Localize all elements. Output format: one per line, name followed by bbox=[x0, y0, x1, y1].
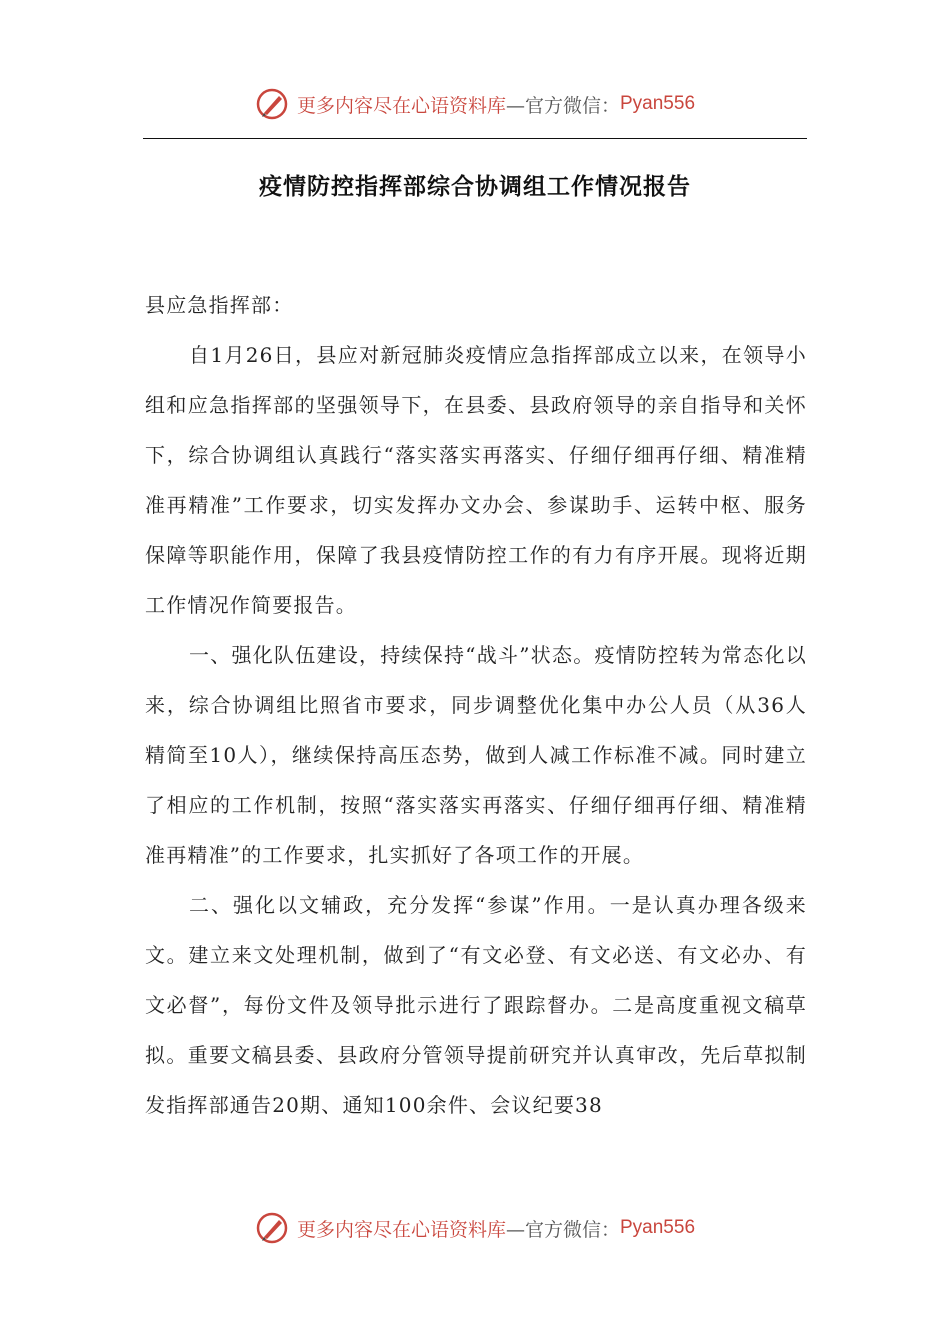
banner-sub: —官方微信： bbox=[505, 94, 620, 117]
header-divider bbox=[143, 138, 807, 139]
banner-wechat-id: Pyan556 bbox=[620, 93, 696, 114]
banner-text: 更多内容尽在心语资料库 bbox=[296, 94, 506, 117]
header-watermark-banner bbox=[0, 84, 950, 124]
paragraph-1: 自1月26日，县应对新冠肺炎疫情应急指挥部成立以来，在领导小组和应急指挥部的坚强领导下，在县委、县政府领导的亲自指导和关怀下，综合协调组认真践行“落实落实再落实、仔细仔细再仔细、精准精准再精准”工作要求，切实发挥办文办会、参谋助手、运转中枢、服务保障等职能作用，保障了我县疫情防控工作的有力有序开展。现将近期工作情况作简要报告。 bbox=[145, 343, 807, 617]
document-body bbox=[145, 280, 807, 1130]
banner-sub: —官方微信： bbox=[505, 1218, 620, 1241]
paragraph-3: 二、强化以文辅政，充分发挥“参谋”作用。一是认真办理各级来文。建立来文处理机制，做到了“有文必登、有文必送、有文必办、有文必督”，每份文件及领导批示进行了跟踪督办。二是高度重视文稿草拟。重要文稿县委、县政府分管领导提前研究并认真审改，先后草拟制发指挥部通告20期、通知100余件、会议纪要38 bbox=[145, 893, 807, 1117]
banner-text: 更多内容尽在心语资料库 bbox=[296, 1218, 506, 1241]
document-title: 疫情防控指挥部综合协调组工作情况报告 bbox=[259, 174, 691, 200]
paragraph-2: 一、强化队伍建设，持续保持“战斗”状态。疫情防控转为常态化以来，综合协调组比照省市要求，同步调整优化集中办公人员（从36人精简至10人），继续保持高压态势，做到人减工作标准不减。同时建立了相应的工作机制，按照“落实落实再落实、仔细仔细再仔细、精准精准再精准”的工作要求，扎实抓好了各项工作的开展。 bbox=[145, 643, 807, 867]
salutation: 县应急指挥部： bbox=[145, 293, 294, 317]
quill-pen-icon bbox=[255, 1211, 289, 1245]
banner-wechat-id: Pyan556 bbox=[620, 1217, 696, 1238]
footer-watermark-banner bbox=[0, 1208, 950, 1248]
quill-pen-icon bbox=[255, 87, 289, 121]
